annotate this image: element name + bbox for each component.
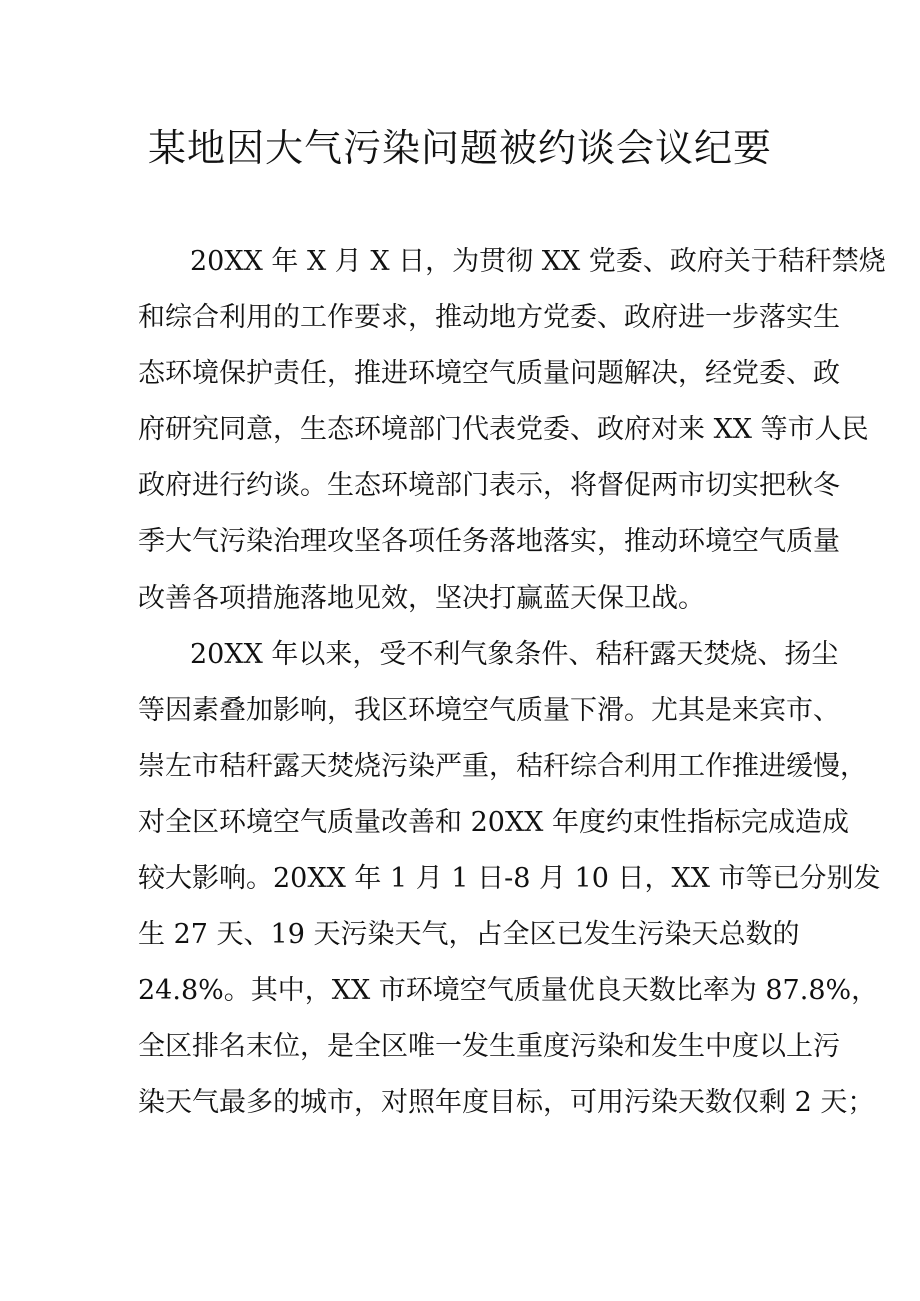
text-line: 20XX 年以来，受不利气象条件、秸秆露天焚烧、扬尘 bbox=[190, 638, 839, 670]
text-line: 改善各项措施落地见效，坚决打赢蓝天保卫战。 bbox=[138, 582, 705, 614]
paragraph bbox=[138, 627, 881, 1132]
text-line: 和综合利用的工作要求，推动地方党委、政府进一步落实生 bbox=[138, 302, 840, 334]
text-line: 等因素叠加影响，我区环境空气质量下滑。尤其是来宾市、 bbox=[138, 694, 840, 726]
text-line: 染天气最多的城市，对照年度目标，可用污染天数仅剩 2 天； bbox=[138, 1087, 875, 1119]
text-line: 季大气污染治理攻坚各项任务落地落实，推动环境空气质量 bbox=[138, 526, 840, 558]
text-line: 生 27 天、19 天污染天气，占全区已发生污染天总数的 bbox=[138, 919, 800, 951]
text-line: 府研究同意，生态环境部门代表党委、政府对来 XX 等市人民 bbox=[138, 414, 869, 446]
document-title: 某地因大气污染问题被约谈会议纪要 bbox=[147, 126, 772, 170]
text-line: 20XX 年 X 月 X 日，为贯彻 XX 党委、政府关于秸秆禁烧 bbox=[190, 246, 886, 277]
text-line: 崇左市秸秆露天焚烧污染严重，秸秆综合利用工作推进缓慢， bbox=[138, 750, 867, 782]
text-line: 对全区环境空气质量改善和 20XX 年度约束性指标完成造成 bbox=[138, 806, 849, 838]
text-line: 24.8%。其中，XX 市环境空气质量优良天数比率为 87.8%， bbox=[138, 975, 879, 1007]
text-line: 较大影响。20XX 年 1 月 1 日-8 月 10 日，XX 市等已分别发 bbox=[138, 863, 881, 895]
text-line: 政府进行约谈。生态环境部门表示，将督促两市切实把秋冬 bbox=[138, 470, 840, 502]
text-line: 态环境保护责任，推进环境空气质量问题解决，经党委、政 bbox=[138, 358, 840, 390]
document-body bbox=[138, 234, 886, 1132]
text-line: 全区排名末位，是全区唯一发生重度污染和发生中度以上污 bbox=[138, 1031, 840, 1063]
paragraph bbox=[138, 234, 886, 627]
